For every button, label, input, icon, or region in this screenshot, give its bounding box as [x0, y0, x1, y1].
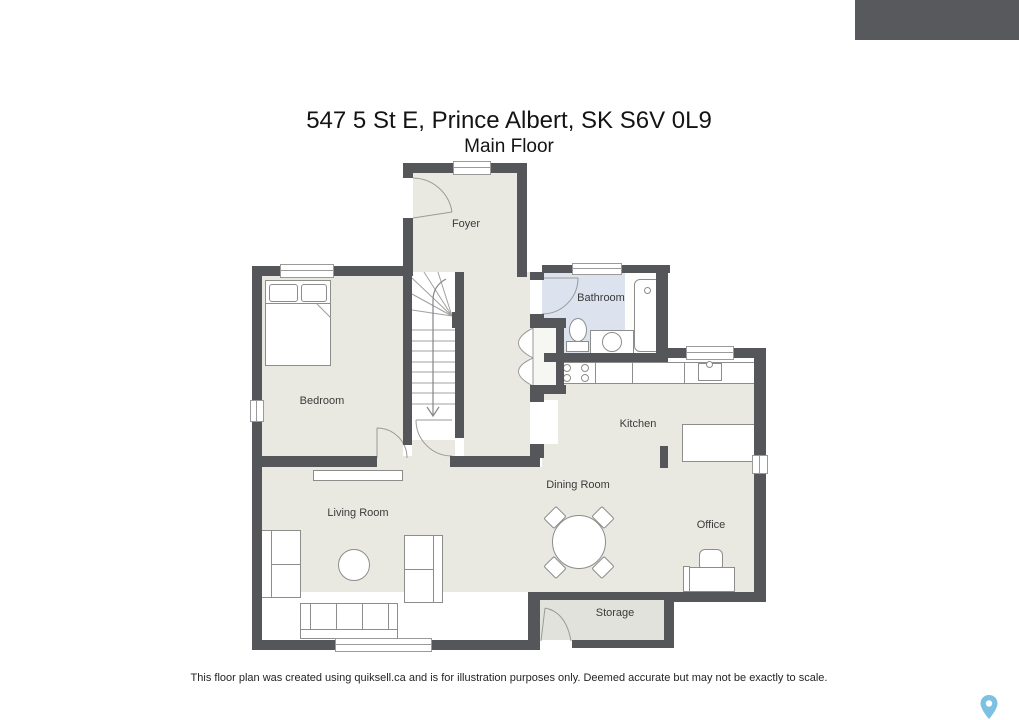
floor-subtitle: Main Floor: [464, 136, 554, 157]
window-line: [686, 352, 734, 353]
stairwell-right-wall: [455, 272, 464, 438]
room-label-storage: Storage: [595, 607, 635, 619]
room-label-bathroom: Bathroom: [577, 292, 625, 304]
dining-office-stub-wall: [660, 446, 668, 468]
window-line: [759, 455, 760, 474]
storage-top-wall: [528, 592, 684, 600]
window-line: [572, 268, 622, 269]
kitchen-window: [686, 346, 734, 360]
stair-direction-arrow: [427, 279, 446, 416]
foyer-door-arc: [413, 178, 452, 218]
foyer-window: [453, 161, 491, 175]
room-label-bedroom: Bedroom: [299, 395, 345, 407]
storage-door-arc: [541, 608, 571, 641]
window-line: [335, 644, 432, 645]
window-line: [453, 167, 491, 168]
watermark-block: [855, 0, 1019, 40]
office-side-window: [752, 455, 768, 474]
living-room-window: [335, 638, 432, 652]
bathroom-window: [572, 263, 622, 275]
bathroom-kitchen-wall: [544, 353, 668, 362]
room-label-dining: Dining Room: [546, 479, 610, 491]
room-label-office: Office: [696, 519, 726, 531]
storage-bottom-wall: [572, 640, 674, 648]
room-label-foyer: Foyer: [451, 218, 481, 230]
hall-bath-wall: [530, 272, 544, 280]
door-swings: [317, 178, 578, 641]
room-label-kitchen: Kitchen: [619, 418, 657, 430]
bathroom-door-arc: [542, 278, 578, 314]
page-title: 547 5 St E, Prince Albert, SK S6V 0L9: [306, 107, 712, 134]
disclaimer-text: This floor plan was created using quiksell.ca and is for illustration purposes only. Deemed accurate but may not be exactly to scale.: [190, 672, 828, 684]
stair-door-arc: [416, 420, 452, 456]
foyer-left-wall: [403, 163, 413, 178]
bedroom-side-window: [250, 400, 264, 422]
stairwell-left-wall: [403, 272, 412, 445]
outer-right-wall: [754, 348, 766, 602]
office-bottom-wall: [672, 592, 766, 602]
stair-newel-post: [452, 312, 464, 328]
window-line: [280, 270, 334, 271]
foyer-right-wall: [517, 163, 527, 277]
bedroom-window: [280, 264, 334, 278]
bedroom-living-wall: [252, 456, 377, 467]
window-line: [256, 400, 257, 422]
hall-wall-stub: [530, 385, 544, 402]
closet-bifold-doors: [519, 328, 534, 386]
bed-blanket-fold: [317, 304, 331, 318]
closet-top-wall: [530, 318, 566, 328]
hall-living-wall: [450, 456, 540, 467]
foyer-left-wall: [403, 218, 413, 272]
map-pin-icon: [981, 695, 998, 719]
room-label-living: Living Room: [327, 507, 389, 519]
